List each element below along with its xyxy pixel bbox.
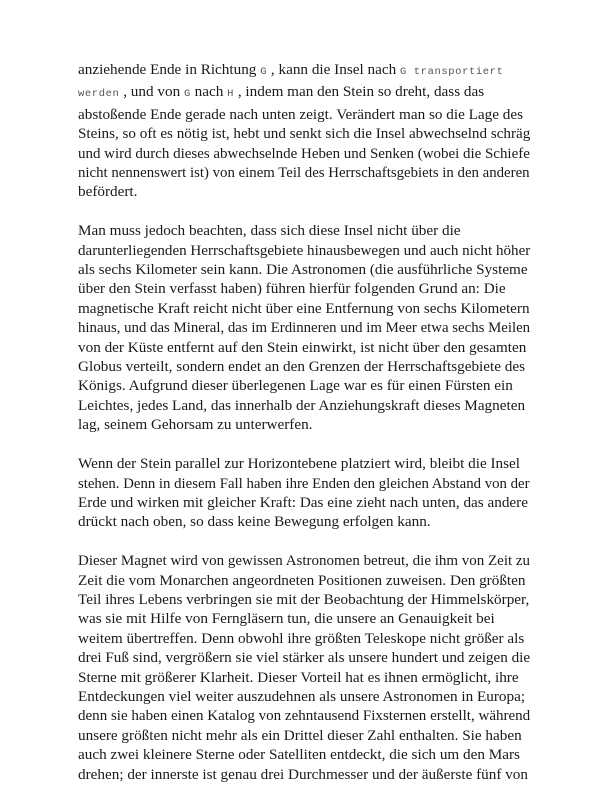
text-line xyxy=(78,124,531,143)
text-segment: abstoßende Ende gerade nach unten zeigt. Verändert man so die Lage des xyxy=(78,105,524,123)
text-segment: auch zwei kleinere Sterne oder Satelliten entdeckt, die sich um den Mars xyxy=(78,746,520,764)
text-segment: nicht nennenswert ist) von einem Teil des Herrschaftsgebiets in den anderen xyxy=(78,164,530,182)
text-line xyxy=(78,629,528,648)
text-segment: darunterliegenden Herrschaftsgebiete hinausbewegen und auch nicht höher xyxy=(78,241,531,259)
text-line xyxy=(78,512,528,531)
text-segment: stehen. Denn in diesem Fall haben ihre Enden den gleichen Abstand von der xyxy=(78,474,530,492)
text-segment: Leichtes, jedes Land, das innerhalb der Anziehungskraft dieses Magneten xyxy=(78,396,526,414)
text-line xyxy=(78,241,531,260)
text-line xyxy=(78,260,528,279)
text-line xyxy=(78,221,528,240)
text-line xyxy=(78,609,528,628)
text-segment: Globus verteilt, sondern endet an den Grenzen der Herrschaftsgebiete des xyxy=(78,358,526,376)
paragraph-3 xyxy=(78,454,528,532)
text-line xyxy=(78,551,531,570)
text-line xyxy=(78,299,530,318)
text-segment: magnetische Kraft reicht nicht über eine Entfernung von sechs Kilometern xyxy=(78,299,530,317)
text-line xyxy=(78,163,530,182)
text-segment: Zeit die vom Monarchen angeordneten Positionen zuweisen. Den größten xyxy=(78,571,526,589)
text-segment: Wenn der Stein parallel zur Horizontebene platziert wird, bleibt die Insel xyxy=(78,455,521,473)
text-line xyxy=(78,357,528,376)
text-line xyxy=(78,338,528,357)
text-segment: , kann die Insel nach xyxy=(267,61,400,78)
text-line xyxy=(78,318,531,337)
text-line xyxy=(78,279,528,298)
text-segment: hinaus, und das Mineral, das im Erdinneren und im Meer etwa sechs Meilen xyxy=(78,319,531,337)
text-line xyxy=(78,648,531,667)
text-line xyxy=(78,571,528,590)
text-segment: Man muss jedoch beachten, dass sich diese Insel nicht über die xyxy=(78,222,461,240)
text-segment: anziehende Ende in Richtung xyxy=(78,61,261,78)
document-page xyxy=(78,60,531,803)
variable-label: G xyxy=(260,66,268,78)
text-line xyxy=(78,415,528,434)
text-segment: von der Küste entfernt auf den Stein einwirkt, ist nicht über den gesamten xyxy=(78,338,527,356)
text-segment: drückt nach oben, so dass keine Bewegung erfolgen kann. xyxy=(78,513,431,531)
text-line xyxy=(78,376,528,395)
text-segment: Entdeckungen viel weiter auszudehnen als unsere Astronomen in Europa; xyxy=(78,687,526,705)
text-segment: Sterne mit größerer Klarheit. Dieser Vorteil hat es ihnen ermöglicht, ihre xyxy=(78,668,519,686)
text-segment: was sie mit Hilfe von Ferngläsern tun, die unsere an Genauigkeit bei xyxy=(78,610,495,628)
text-line xyxy=(78,82,528,104)
text-line xyxy=(78,668,528,687)
text-line xyxy=(78,493,528,512)
text-line xyxy=(78,396,528,415)
text-segment: Dieser Magnet wird von gewissen Astronomen betreut, die ihm von Zeit zu xyxy=(78,552,531,570)
text-segment: drei Fuß sind, vergrößern sie viel stärker als unsere hundert und zeigen die xyxy=(78,649,531,667)
text-segment: unsere größten nicht mehr als ein Drittel dieser Zahl enthalten. Sie haben xyxy=(78,726,522,744)
text-segment: weitem übertreffen. Denn obwohl ihre größten Teleskope nicht größer als xyxy=(78,629,525,647)
text-segment: und wird durch dieses abwechselnde Heben und Senken (wobei die Schiefe xyxy=(78,144,530,162)
variable-label: G xyxy=(183,88,191,101)
text-segment: denn sie haben einen Katalog von zehntausend Fixsternen erstellt, während xyxy=(78,707,531,725)
text-segment: Teil ihres Lebens verbringen sie mit der Beobachtung der Himmelskörper, xyxy=(78,590,530,608)
variable-label: G transportiert xyxy=(399,66,504,78)
text-line xyxy=(78,182,528,201)
text-segment: , und von xyxy=(119,83,184,101)
paragraph-2 xyxy=(78,221,531,434)
text-segment: als sechs Kilometer sein kann. Die Astronomen (die ausführliche Systeme xyxy=(78,261,528,279)
text-segment: Erde und wirken mit gleicher Kraft: Das eine zieht nach unten, das andere xyxy=(78,493,528,511)
text-line xyxy=(78,60,528,82)
paragraph-4 xyxy=(78,551,531,784)
paragraph-1 xyxy=(78,60,531,202)
text-line xyxy=(78,687,528,706)
text-line xyxy=(78,726,528,745)
text-line xyxy=(78,765,528,784)
text-segment: nach xyxy=(190,83,228,101)
text-segment: drehen; der innerste ist genau drei Durchmesser und der äußerste fünf von xyxy=(78,765,528,783)
variable-label: werden xyxy=(78,88,120,101)
text-segment: Steins, so oft es nötig ist, hebt und senkt sich die Insel abwechselnd schräg xyxy=(78,125,531,143)
text-line xyxy=(78,590,528,609)
text-line xyxy=(78,706,531,725)
text-line xyxy=(78,474,530,493)
text-line xyxy=(78,745,528,764)
text-segment: Königs. Aufgrund dieser überlegenen Lage war es für einen Fürsten ein xyxy=(78,377,513,395)
text-segment: über den Stein verfasst haben) führen hierfür folgenden Grund an: Die xyxy=(78,280,506,298)
text-line xyxy=(78,105,528,124)
variable-label: H xyxy=(227,88,235,101)
text-segment: , indem man den Stein so dreht, dass das xyxy=(234,83,485,101)
text-line xyxy=(78,144,530,163)
text-line xyxy=(78,454,528,473)
text-segment: befördert. xyxy=(78,183,138,201)
text-segment: lag, seinem Gehorsam zu unterwerfen. xyxy=(78,416,313,434)
